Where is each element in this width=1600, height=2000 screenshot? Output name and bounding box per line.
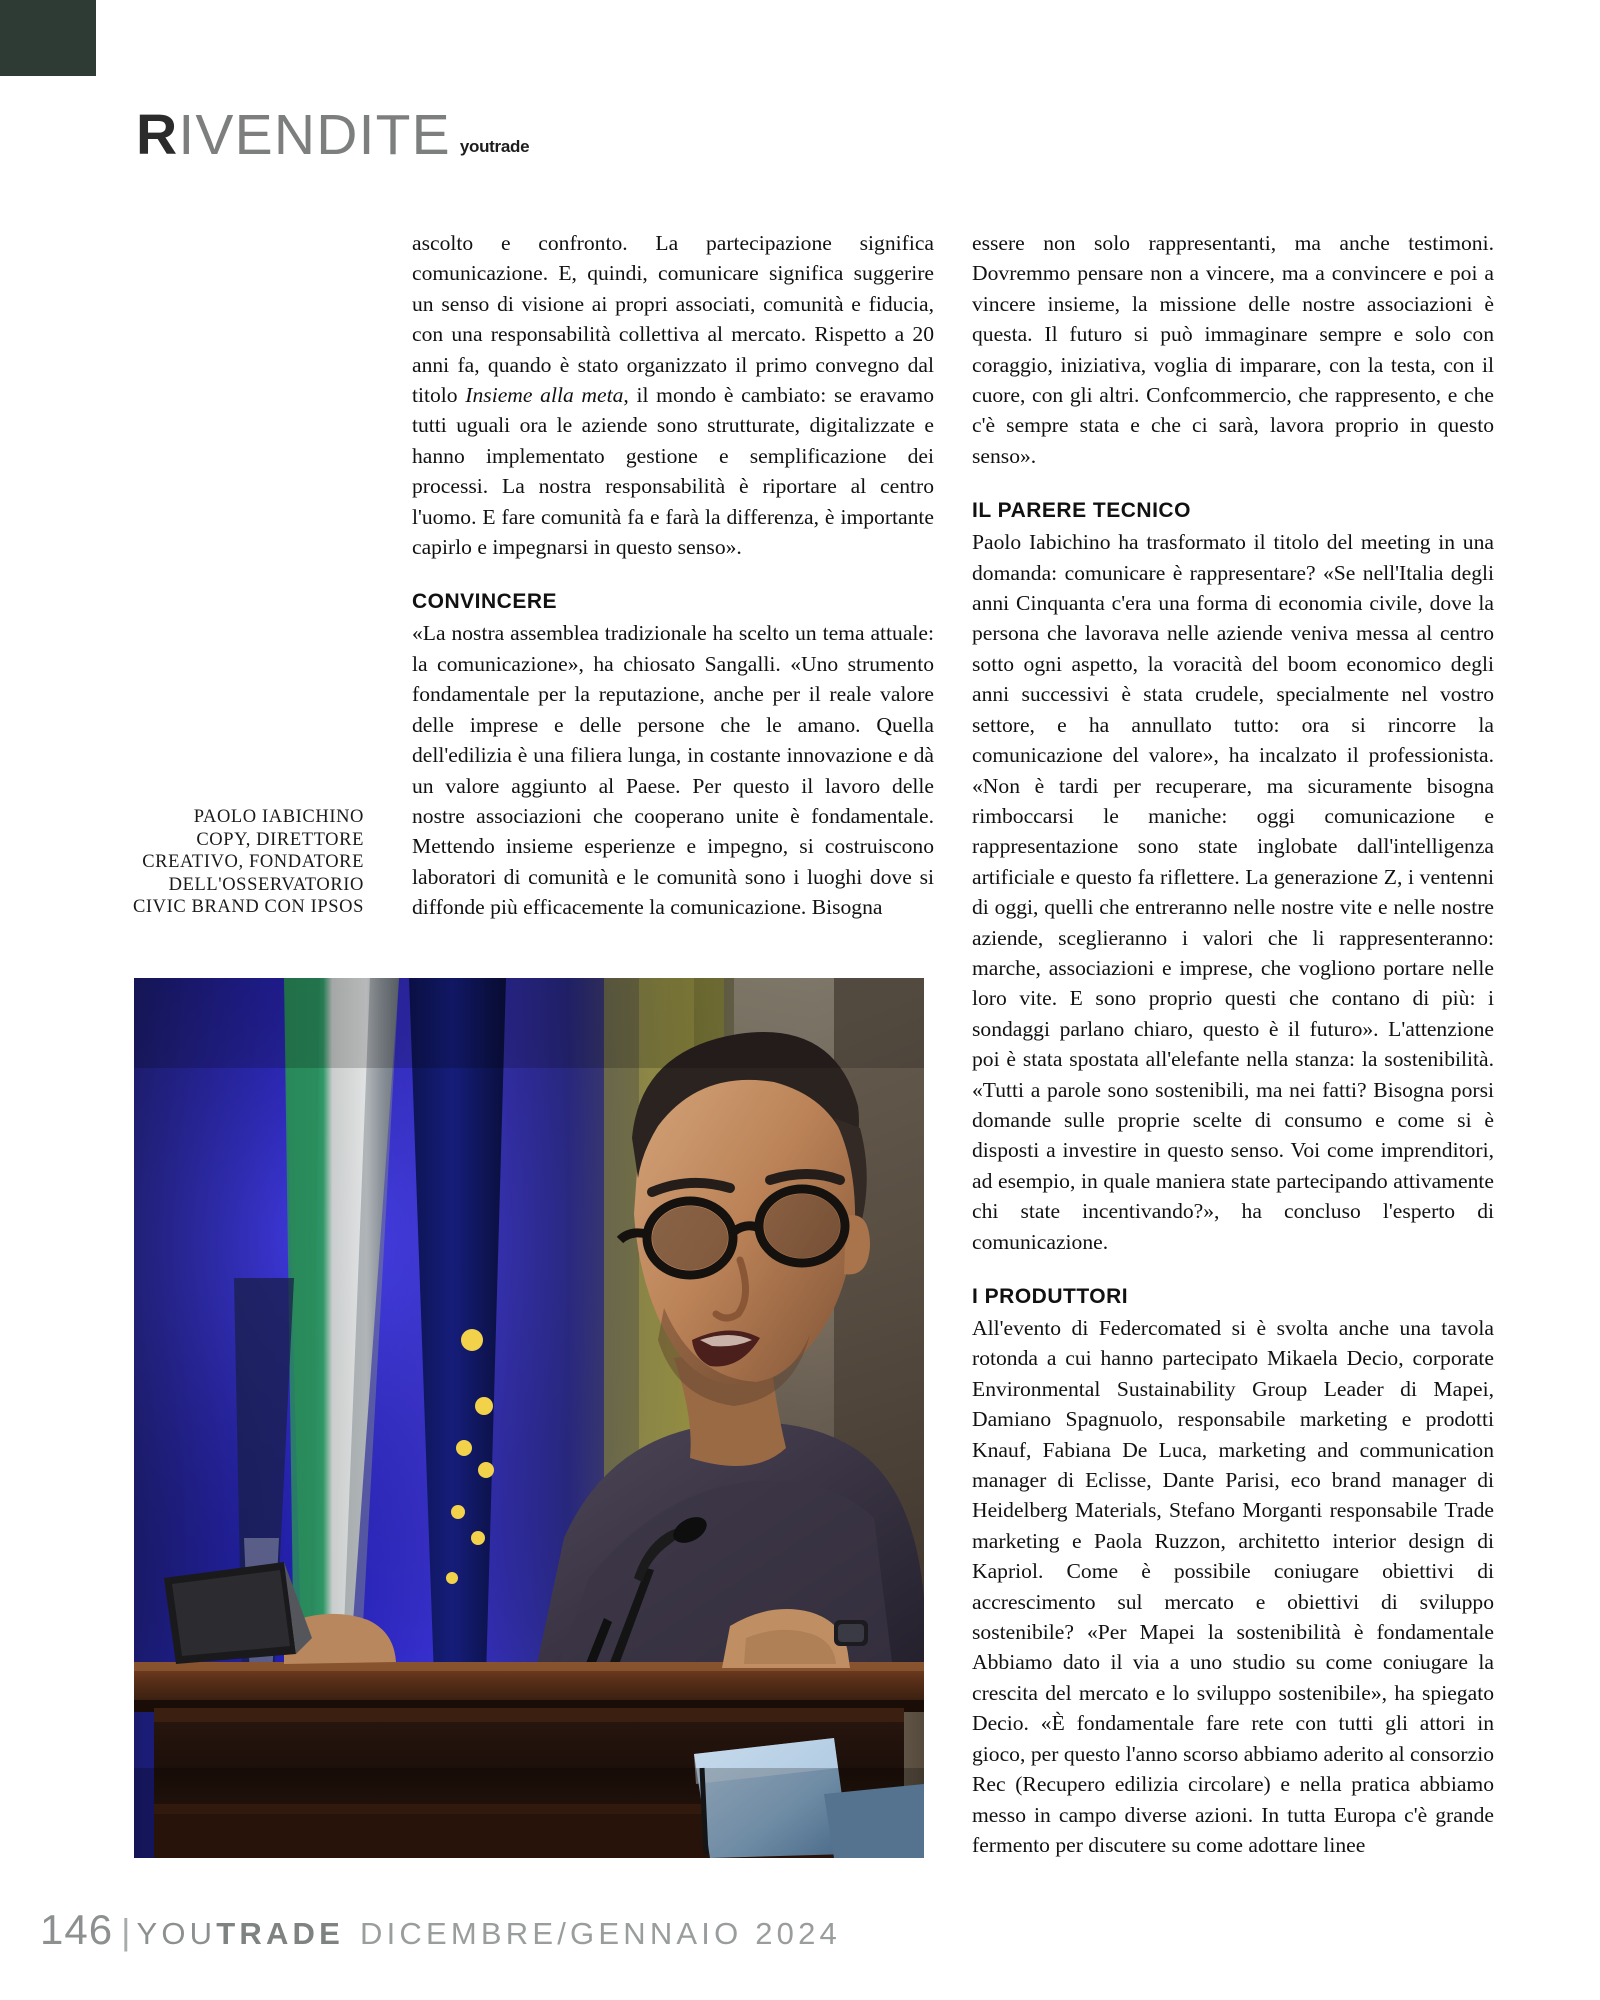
footer-brand-bold: TRADE bbox=[216, 1916, 344, 1951]
left-column bbox=[412, 228, 934, 923]
masthead bbox=[136, 103, 530, 167]
page-footer bbox=[40, 1906, 841, 1954]
right-paragraph-3: All'evento di Federcomated si è svolta anche una tavola rotonda a cui hanno partecipato Mikaela Decio, corporate Environmental Sustainability Group Leader di Mapei, Damiano Spagnuolo, responsabile marketing e prodotti Knauf, Fabiana De Luca, marketing and communication manager di Eclisse, Dante Parisi, eco brand manager di Heidelberg Materials, Stefano Morganti responsabile Trade marketing e Paola Ruzzon, architetto interior design di Kapriol. Come è possibile coniugare obiettivi di accrescimento sul mercato e obiettivi di sviluppo sostenibile? «Per Mapei la sostenibilità è fondamentale Abbiamo dato il via a uno studio su come coniugare la crescita del mercato e lo sviluppo sostenibile», ha spiegato Decio. «È fondamentale fare rete con tutti gli attori in gioco, per questo l'anno scorso abbiamo aderito al consorzio Rec (Recupero edilizia circolare) e nella pratica abbiamo messo in campo diverse azioni. In tutta Europa c'è grande fermento per discutere su come adottare linee bbox=[972, 1316, 1494, 1857]
margin-caption-line-1: PAOLO IABICHINO bbox=[193, 807, 364, 827]
masthead-title-rest: IVENDITE bbox=[178, 103, 451, 167]
left-paragraph-2: «La nostra assemblea tradizionale ha scelto un tema attuale: la comunicazione», ha chiosato Sangalli. «Uno strumento fondamentale per la reputazione, anche per il reale valore delle imprese e delle persone che le amano. Quella dell'edilizia è una filiera lunga, in costante innovazione e dà un valore aggiunto al Paese. Per questo il lavoro delle nostre associazioni che cooperano unite è fondamentale. Mettendo insieme esperienze e impegno, si costruiscono laboratori di comunità e le comunità sono i luoghi dove si diffonde più efficacemente la comunicazione. Bisogna bbox=[412, 621, 934, 920]
left-paragraph-1-italic-title: Insieme alla meta bbox=[465, 383, 624, 408]
margin-caption bbox=[100, 806, 364, 919]
right-paragraph-1: essere non solo rappresentanti, ma anche testimoni. Dovremmo pensare non a vincere, ma a convincere e poi a vincere insieme, la missione delle nostre associazioni è questa. Il futuro si può immaginare sempre e solo con coraggio, iniziativa, voglia di imparare, con la testa, con il cuore, con gli altri. Confcommercio, che rappresento, e che c'è sempre stata e che ci sarà, lavora proprio in questo senso». bbox=[972, 231, 1494, 468]
footer-date: DICEMBRE/GENNAIO 2024 bbox=[360, 1916, 841, 1951]
margin-caption-line-3: CREATIVO, FONDATORE bbox=[142, 852, 364, 873]
margin-caption-line-4: DELL'OSSERVATORIO bbox=[168, 874, 364, 895]
right-column bbox=[972, 228, 1494, 1860]
corner-block-decoration bbox=[0, 0, 96, 76]
section-heading-i-produttori: I PRODUTTORI bbox=[972, 1285, 1129, 1308]
footer-brand-light: YOU bbox=[136, 1916, 217, 1951]
section-heading-convincere: CONVINCERE bbox=[412, 590, 558, 614]
speaker-photograph bbox=[134, 978, 924, 1858]
footer-brand bbox=[136, 1916, 344, 1952]
speaker-photograph-image bbox=[134, 978, 924, 1858]
masthead-subtitle: youtrade bbox=[459, 137, 530, 156]
left-paragraph-1-part1: ascolto e confronto. La partecipazione significa comunicazione. E, quindi, comunicare significa suggerire un senso di visione ai propri associati, comunità e fiducia, con una responsabilità collettiva al mercato. Rispetto a 20 anni fa, quando è stato organizzato il primo convegno dal titolo bbox=[412, 231, 934, 408]
masthead-title bbox=[136, 103, 451, 167]
footer-page-number: 146 bbox=[40, 1906, 114, 1953]
footer-divider: | bbox=[121, 1911, 131, 1952]
masthead-title-lead: R bbox=[136, 103, 179, 167]
left-paragraph-1-part2: , il mondo è cambiato: se eravamo tutti uguali ora le aziende sono strutturate, digitalizzate e hanno implementato gestione e semplificazione dei processi. La nostra responsabilità è riportare al centro l'uomo. E fare comunità fa e farà la differenza, è importante capirlo e impegnarsi in questo senso». bbox=[412, 383, 934, 560]
section-heading-il-parere-tecnico: IL PARERE TECNICO bbox=[972, 499, 1191, 523]
right-paragraph-2: Paolo Iabichino ha trasformato il titolo del meeting in una domanda: comunicare è rappresentare? «Se nell'Italia degli anni Cinquanta c'era una forma di economia civile, dove la persona che lavorava nelle aziende veniva messa al centro sotto ogni aspetto, la voracità del boom economico degli anni successivi è stata crudele, specialmente nel vostro settore, e ha annullato tutto: ora si rincorre la comunicazione del valore», ha incalzato il professionista. «Non è tardi per recuperare, ma sicuramente bisogna rimboccarsi le maniche: oggi comunicazione e rappresentazione sono state inglobate dall'intelligenza artificiale e questo fa riflettere. La generazione Z, i ventenni di oggi, quelli che entreranno nelle nostre vite e nelle nostre aziende, sceglieranno i valori che li rappresenteranno: marche, associazioni e imprese, che vogliono portare nelle loro vite. E sono proprio questi che contano di più: i sondaggi parlano chiaro, questo è il futuro». L'attenzione poi è stata spostata all'elefante nella stanza: la sostenibilità. «Tutti a parole sono sostenibili, ma nei fatti? Bisogna porsi domande sulle proprie scelte di consumo e come si è disposti a investire in questo senso. Voi come imprenditori, ad esempio, in quale maniera state partecipando attivamente chi state incentivando?», ha concluso l'esperto di comunicazione. bbox=[972, 530, 1494, 1254]
left-paragraph-1 bbox=[412, 228, 934, 562]
margin-caption-line-2: COPY, DIRETTORE bbox=[196, 829, 364, 850]
margin-caption-line-5: CIVIC BRAND CON IPSOS bbox=[132, 897, 364, 918]
